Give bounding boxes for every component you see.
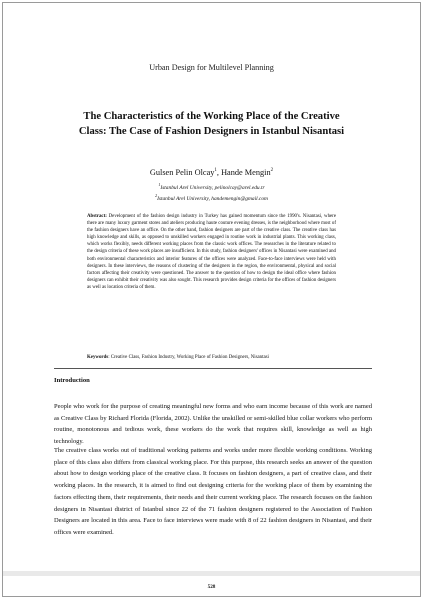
affiliation-line	[3, 181, 420, 192]
author-name: Hande Mengin	[221, 168, 271, 177]
abstract-text: Development of the fashion design industry in Turkey has gained momentum since the 1990's. Nisantasi, where there are many luxury garment stores and ateliers producing haute couture evening dresses, is the neighborhood where most of the fashion designers have an office. On the other hand, fashion designers are part of the creative class. The creative class has high knowledge and skills, as opposed to unskilled workers engaged in routine work in industrial plants. This working class, which works flexibly, needs different working places from the classic work offices. The researches in the literature related to the design criteria of these work places are insufficient. In this study, fashion designers' offices in Nisantasi were examined and both environmental characteristics and interior features of the offices were analyzed. Face-to-face interviews were held with designers. In these interviews, the reasons of clustering of the designers in the region, the environmental, physical and social factors affecting their creativity were questioned. The answer to the question of how to design the ideal office where fashion designers can exhibit their creativity was also sought. This research provides design criteria for the offices of fashion designers as well as location criteria of them.	[87, 214, 336, 290]
affiliation-mark: 1	[158, 182, 161, 187]
affiliation-line	[3, 192, 420, 203]
affiliation-text: Istanbul Arel University, pelinolcay@arel.edu.tr	[160, 184, 265, 191]
affiliation-mark: 2	[155, 193, 158, 199]
paper-title: The Characteristics of the Working Place of the Creative Class: The Case of Fashion Designers in Istanbul Nisantasi	[78, 111, 345, 137]
author-name: Gulsen Pelin Olcay	[149, 168, 215, 177]
author-separator: ,	[216, 168, 222, 177]
page-number: 528	[207, 584, 216, 590]
affiliation-text: Istanbul Arel University, handemengin@gmail.com	[157, 196, 268, 203]
keywords	[87, 354, 336, 361]
running-header: Urban Design for Multilevel Planning	[149, 63, 274, 72]
paper-page	[2, 2, 421, 597]
keywords-label: Keywords	[87, 355, 109, 360]
abstract-label: Abstract:	[87, 214, 107, 219]
keywords-text: : Creative Class, Fashion Industry, Working Place of Fashion Designers, Nisantasi	[108, 355, 269, 360]
abstract	[87, 213, 336, 291]
author-affiliation-mark: 1	[214, 168, 217, 174]
body-paragraph: People who work for the purpose of creating meaningful new forms and who earn income because of this work are named as Creative Class by Richard Florida (Florida, 2002). Unlike the unskilled or semi-skilled blue collar workers who perform routine, monotonous and tedious work, these workers do the work that requires skill, knowledge as well as high technology.	[54, 403, 372, 446]
footer-band	[3, 571, 420, 576]
body-paragraph: The creative class works out of traditional working patterns and works under more flexible working conditions. Working place of this class also differs from classical working place. For this purpose, this research seeks an answer of the question about how to design working place of the creative class. It focuses on fashion designers, a part of creative class, and their working places. In the research, it is aimed to find out designing criteria for the working place of them by examining the factors effecting them, their requirements, their needs and their current working place. The research focuses on the fashion designers in Nisantasi district of Istanbul since 22 of the 71 fashion designers registered to the Association of Fashion Designers are located in this area. Face to face interviews were made with 8 of 22 fashion designers in Nisantasi, and their offices were examined.	[54, 447, 372, 536]
author-line	[3, 168, 420, 177]
section-heading: Introduction	[54, 377, 90, 384]
affiliations	[3, 181, 420, 204]
author-affiliation-mark: 2	[270, 168, 274, 174]
section-divider	[54, 368, 372, 369]
